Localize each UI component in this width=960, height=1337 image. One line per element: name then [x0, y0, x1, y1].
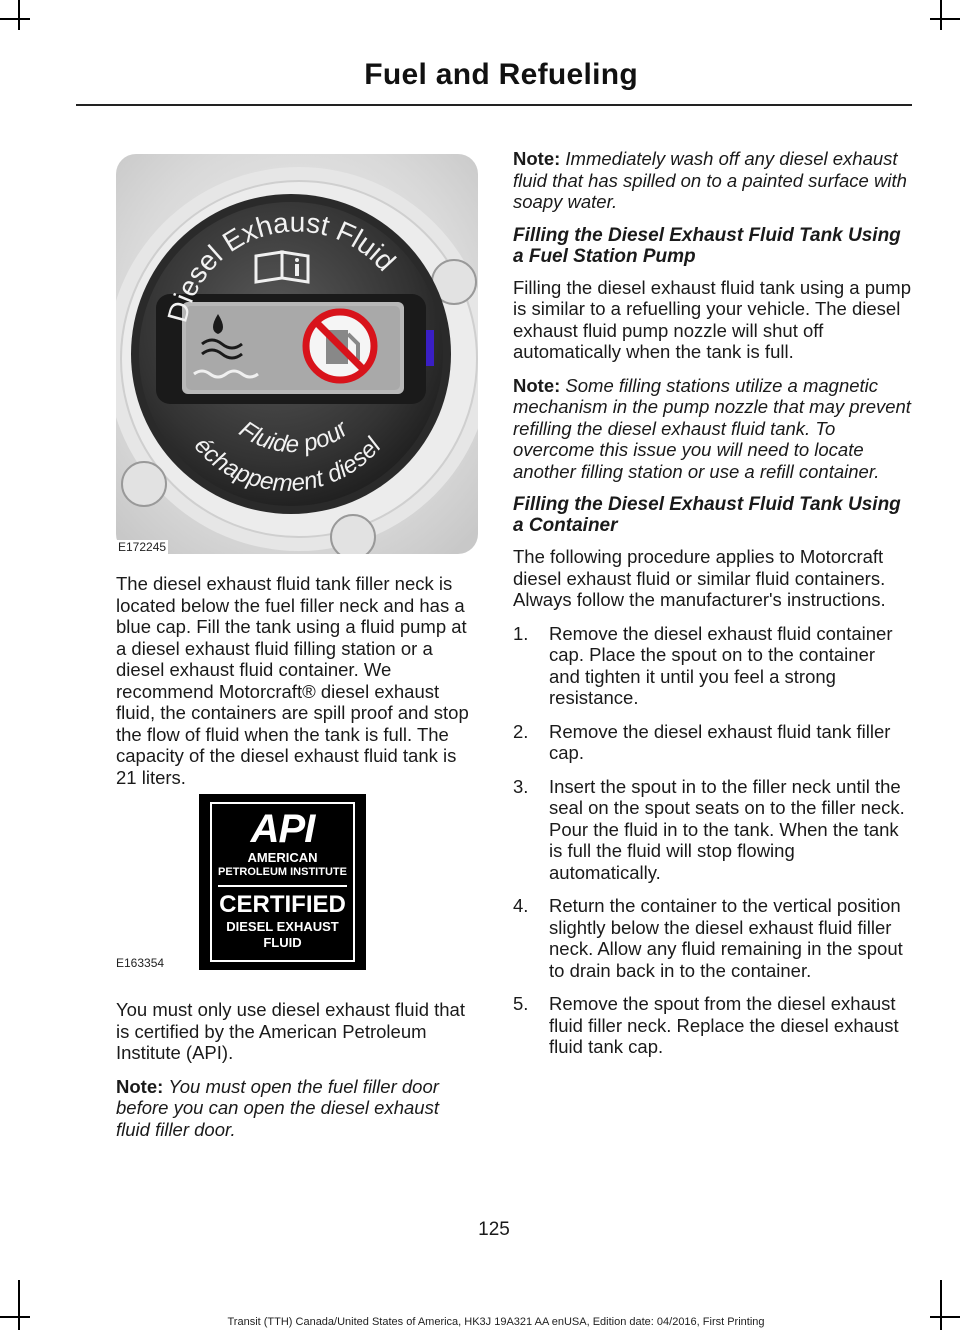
api-line1: AMERICAN — [247, 850, 318, 865]
def-cap-figure — [116, 154, 478, 554]
note-label: Note: — [116, 1075, 164, 1097]
note — [116, 1076, 476, 1141]
list-item: 1. Remove the diesel exhaust fluid container cap. Place the spout on to the container and tighten it until you feel a strong resistance. — [513, 622, 893, 708]
figure-code: E172245 — [118, 540, 167, 554]
cap-bottom-text-2: échappement diesel — [188, 432, 387, 498]
left-column — [116, 573, 476, 800]
crop-mark — [0, 18, 30, 20]
api-line2: PETROLEUM INSTITUTE — [218, 866, 347, 878]
crop-mark — [18, 0, 20, 30]
api-line5: FLUID — [263, 935, 302, 950]
section-heading: Filling the Diesel Exhaust Fluid Tank Using a Fuel Station Pump — [513, 224, 901, 267]
note-label: Note: — [513, 374, 561, 396]
paragraph: The following procedure applies to Motorcraft diesel exhaust fluid or similar fluid containers. Always follow the manufacturer's instructions. — [513, 546, 886, 610]
api-line3: CERTIFIED — [219, 891, 346, 918]
crop-mark — [940, 1280, 942, 1330]
note — [513, 148, 911, 213]
note-text: You must open the fuel filler door before you can open the diesel exhaust fluid filler door. — [116, 1075, 439, 1140]
def-cap-illustration — [116, 154, 478, 554]
footer-text: Transit (TTH) Canada/United States of America, HK3J 19A321 AA enUSA, Edition date: 04/2016, First Printing — [227, 1316, 765, 1328]
crop-mark — [930, 18, 960, 20]
no-fuel-icon — [306, 312, 374, 380]
section-heading: Filling the Diesel Exhaust Fluid Tank Using a Container — [513, 494, 901, 536]
cap-top-text: Diesel Exhaust Fluid — [161, 206, 402, 326]
crop-mark — [940, 0, 942, 30]
list-item: 3. Insert the spout in to the filler neck until the seal on the spout seats on to the filler neck. Pour the fluid in to the tank. When the tank is full the fluid will stop flowing automatically. — [513, 775, 905, 883]
cap-bottom-text-1: Fluide pour — [234, 415, 353, 459]
note-label: Note: — [513, 148, 561, 169]
list-item: 4. Return the container to the vertical position slightly below the diesel exhaust fluid filler neck. Allow any fluid remaining in the spout to drain back in to the container. — [513, 895, 903, 981]
left-column-bottom — [116, 999, 476, 1152]
api-logo: API — [250, 807, 315, 851]
api-label — [199, 794, 366, 970]
paragraph: You must only use diesel exhaust fluid that is certified by the American Petroleum Institute (API). — [116, 999, 465, 1063]
crop-mark — [18, 1280, 20, 1330]
note-text: Some filling stations utilize a magnetic mechanism in the pump nozzle that may prevent refilling the diesel exhaust fluid tank. To overcome this issue you will need to locate another filling station or use a refill container. — [513, 374, 911, 482]
list-item: 2. Remove the diesel exhaust fluid tank filler cap. — [513, 720, 891, 763]
header-divider — [76, 104, 912, 106]
procedure-steps — [513, 623, 911, 1058]
crop-mark — [0, 1316, 30, 1318]
page-title: Fuel and Refueling — [364, 58, 638, 91]
crop-mark — [930, 1316, 960, 1318]
api-line4: DIESEL EXHAUST — [226, 919, 339, 934]
right-column — [513, 148, 911, 1070]
figure-code: E163354 — [116, 956, 165, 970]
note — [513, 375, 911, 483]
list-item: 5. Remove the spout from the diesel exhaust fluid filler neck. Replace the diesel exhaust fluid tank cap. — [513, 993, 899, 1057]
paragraph: The diesel exhaust fluid tank filler neck is located below the fuel filler neck and has a blue cap. Fill the tank using a fluid pump at a diesel exhaust fluid filling station or a diesel exhaust fluid container. We recommend Motorcraft® diesel exhaust fluid, the containers are spill proof and stop the flow of fluid when the tank is full. The capacity of the diesel exhaust fluid tank is 21 liters. — [116, 573, 469, 788]
paragraph: Filling the diesel exhaust fluid tank using a pump is similar to a refuelling your vehicle. The diesel exhaust fluid pump nozzle will shut off automatically when the tank is full. — [513, 276, 911, 362]
note-text: Immediately wash off any diesel exhaust fluid that has spilled on to a painted surface with soapy water. — [513, 148, 907, 212]
page-number: 125 — [478, 1219, 510, 1240]
api-certified-figure — [116, 794, 476, 974]
